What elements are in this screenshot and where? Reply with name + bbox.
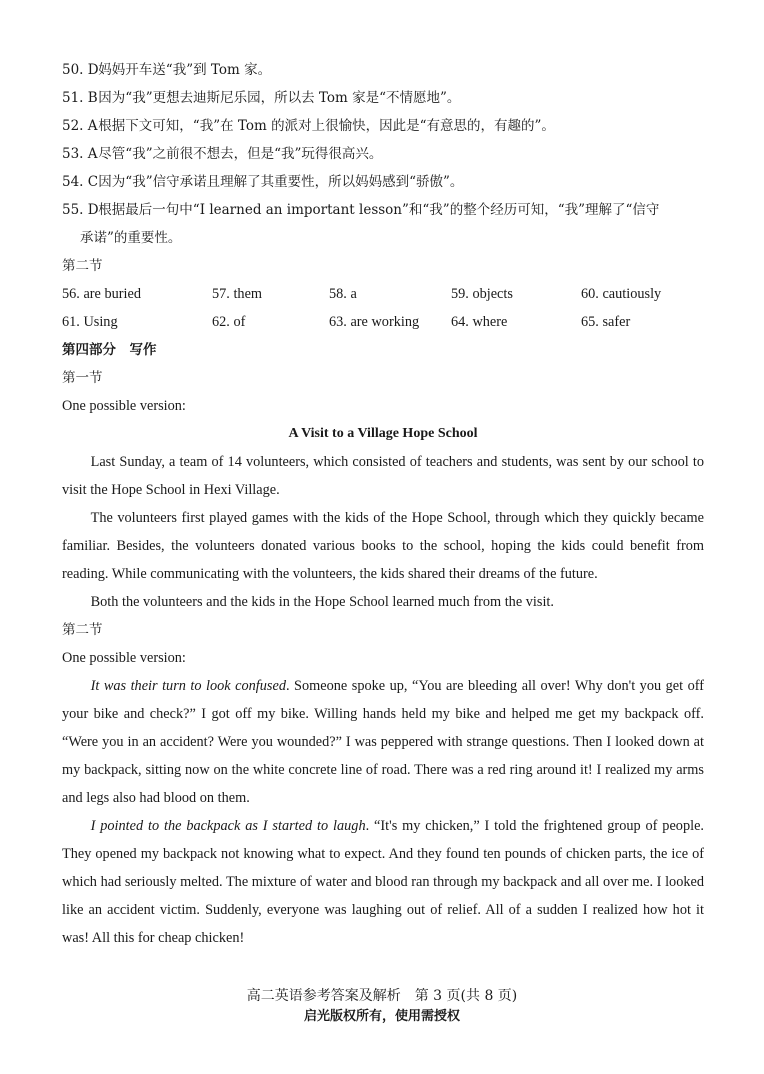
story-paragraph: I pointed to the backpack as I started to laugh. “It's my chicken,” I told the frightened group of people. They opened my backpack not knowing what to expect. And they found ten pounds of chicken parts, the ice of which had seriously melted. The mixture of water and blood ran through my backpack and all over me. I looked like an accident victim. Suddenly, everyone was laughing out of relief. All of a sudden I realized how hot it was! All this for cheap chicken! xyxy=(62,818,704,946)
answer-54: 54. C 因为“我”信守承诺且理解了其重要性，所以妈妈感到“骄傲”。 xyxy=(62,174,464,190)
grammar-answer: 57. them xyxy=(212,286,263,302)
essay-paragraph: The volunteers first played games with the kids of the Hope School, through which they quickly became familiar. Besides, the volunteers donated various books to the school, hoping the kids could benefit from reading. While communicating with the volunteers, the kids shared their dreams of the future. xyxy=(62,510,704,582)
answer-55-continued: 承诺”的重要性。 xyxy=(80,230,182,246)
grammar-answer: 61. Using xyxy=(62,314,118,330)
grammar-answer: 63. are working xyxy=(329,314,420,330)
answer-51: 51. B 因为“我”更想去迪斯尼乐园，所以去 Tom 家是“不情愿地”。 xyxy=(62,90,461,106)
grammar-answer: 59. objects xyxy=(451,286,513,302)
version-intro: One possible version: xyxy=(62,398,186,414)
essay-paragraph: Both the volunteers and the kids in the Hope School learned much from the visit. xyxy=(90,594,554,610)
grammar-answer: 60. cautiously xyxy=(581,286,662,302)
answer-55: 55. D 根据最后一句中“I learned an important lesson”和“我”的整个经历可知，“我”理解了“信守 xyxy=(62,202,660,218)
essay-title: A Visit to a Village Hope School xyxy=(288,426,478,441)
grammar-answer: 58. a xyxy=(329,286,357,302)
copyright-notice: 启光版权所有，使用需授权 xyxy=(303,1009,460,1024)
grammar-answer: 56. are buried xyxy=(62,286,141,302)
part-heading: 第四部分 写作 xyxy=(62,342,157,358)
page-footer: 高二英语参考答案及解析 第 3 页(共 8 页) xyxy=(246,988,518,1004)
answer-50: 50. D 妈妈开车送“我”到 Tom 家。 xyxy=(62,62,272,78)
grammar-answer: 65. safer xyxy=(581,314,631,330)
answer-page xyxy=(62,56,704,952)
given-opening-sentence: It was their turn to look confused xyxy=(90,678,286,694)
grammar-answer: 62. of xyxy=(212,314,246,330)
answer-52: 52. A 根据下文可知，“我”在 Tom 的派对上很愉快，因此是“有意思的，有趣的”。 xyxy=(62,118,555,134)
story-paragraph: It was their turn to look confused. Someone spoke up, “You are bleeding all over! Why don't you get off your bike and check?” I got off my bike. Willing hands held my bike and helped me get my backpack off. “Were you in an accident? Were you wounded?” I was peppered with strange questions. Then I looked down at my backpack, sitting now on the white concrete line of road. There was a red ring around it! I realized my arms and legs also had blood on them. xyxy=(62,678,704,806)
given-opening-sentence: I pointed to the backpack as I started to laugh xyxy=(90,818,366,834)
version-intro: One possible version: xyxy=(62,650,186,666)
section-heading: 第二节 xyxy=(62,258,103,274)
grammar-answer: 64. where xyxy=(451,314,508,330)
essay-paragraph: Last Sunday, a team of 14 volunteers, which consisted of teachers and students, was sent by our school to visit the Hope School in Hexi Village. xyxy=(62,454,704,498)
subsection-heading: 第二节 xyxy=(62,622,103,638)
grammar-answers-row-2 xyxy=(62,308,704,336)
answer-53: 53. A 尽管“我”之前很不想去，但是“我”玩得很高兴。 xyxy=(62,146,383,162)
subsection-heading: 第一节 xyxy=(62,370,103,386)
grammar-answers-row-1 xyxy=(62,280,704,308)
